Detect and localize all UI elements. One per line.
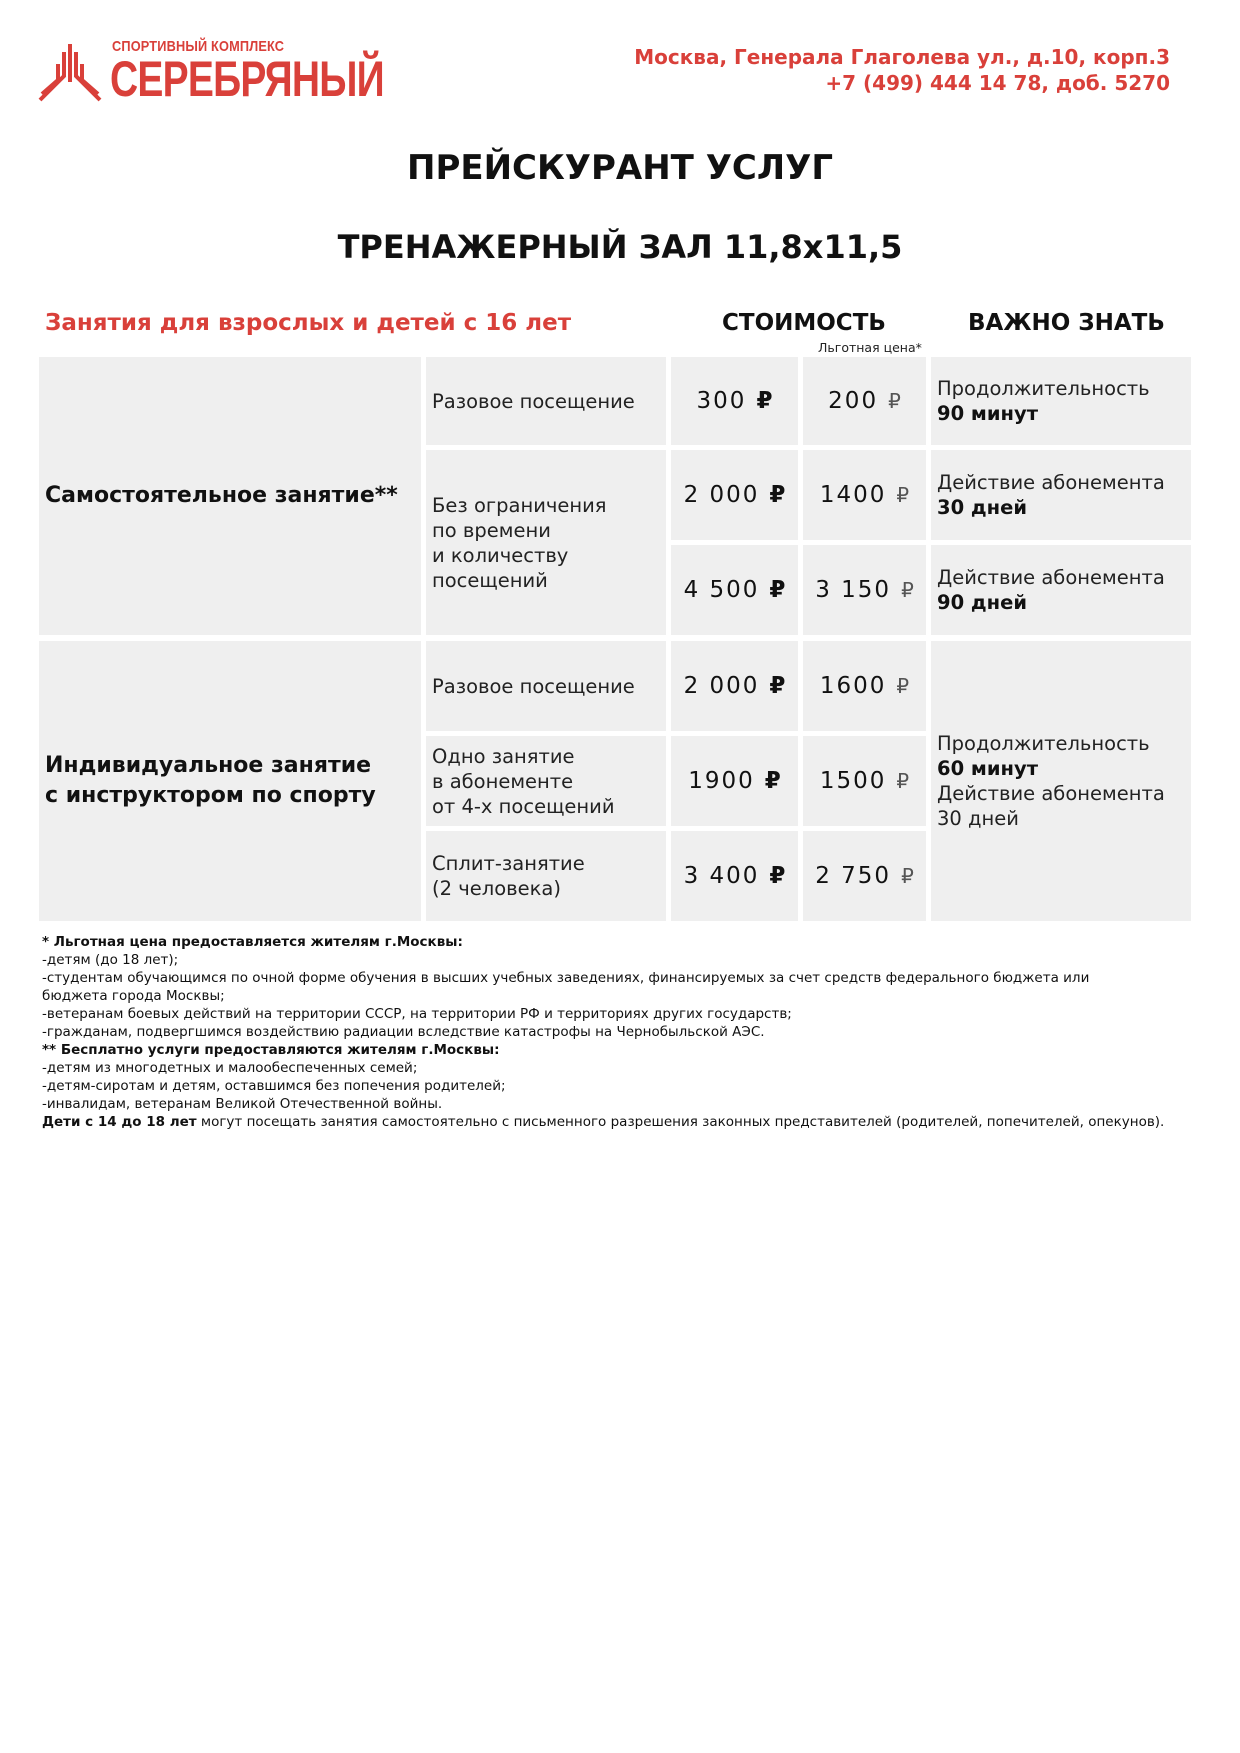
price-value: 2 000 <box>683 482 760 508</box>
footnote-line: -гражданам, подвергшимся воздействию радиации вследствие катастрофы на Чернобыльской АЭС. <box>42 1024 765 1040</box>
category-label: Индивидуальное занятие <box>45 753 372 778</box>
info-cell <box>931 641 1191 921</box>
category-cell <box>39 357 421 635</box>
logo-big-text: СЕРЕБРЯНЫЙ <box>110 51 384 107</box>
info-line: Действие абонемента <box>937 471 1165 494</box>
ruble-sign: ₽ <box>764 768 781 794</box>
page-title: ПРЕЙСКУРАНТ УСЛУГ <box>406 148 833 188</box>
info-line: 30 дней <box>937 807 1019 830</box>
footnote-line: бюджета города Москвы; <box>42 988 225 1004</box>
price-value: 2 000 <box>683 673 760 699</box>
category-cell <box>39 641 421 921</box>
phone: +7 (499) 444 14 78, доб. 5270 <box>825 71 1170 95</box>
info-value: 60 минут <box>937 757 1039 780</box>
service-line: Сплит-занятие <box>432 852 585 875</box>
service-line: по времени <box>432 518 551 542</box>
discount-price-cell <box>803 357 926 445</box>
info-value: 30 дней <box>937 496 1028 519</box>
cost-header: СТОИМОСТЬ <box>722 310 886 336</box>
footnote-line: -студентам обучающимся по очной форме обучения в высших учебных заведениях, финансируемых за счет средств федерального бюджета или <box>42 970 1090 986</box>
discount-price-cell <box>803 450 926 540</box>
contact-block <box>634 44 1170 96</box>
footnote-title: ** Бесплатно услуги предоставляются жителям г.Москвы: <box>42 1042 500 1058</box>
discount-price-cell <box>803 545 926 635</box>
info-cell <box>931 545 1191 635</box>
category-label: Самостоятельное занятие** <box>45 483 398 508</box>
service-cell <box>426 450 666 635</box>
discount-price-cell <box>803 831 926 921</box>
footnote-line: -детям (до 18 лет); <box>42 952 179 968</box>
price-value: 1900 <box>688 768 755 794</box>
service-line: (2 человека) <box>432 877 561 900</box>
footnote-title: * Льготная цена предоставляется жителям г.Москвы: <box>42 934 463 950</box>
footnotes <box>42 933 1202 1131</box>
service-cell <box>426 736 666 826</box>
price-value: 300 <box>696 388 747 414</box>
price-cell <box>671 641 798 731</box>
service-line: в абонементе <box>432 769 574 793</box>
discount-price-value: 2 750 <box>815 863 892 889</box>
info-line: Продолжительность <box>937 732 1150 755</box>
footnote-line: -инвалидам, ветеранам Великой Отечественной войны. <box>42 1096 443 1112</box>
discount-price-value: 1600 <box>819 673 887 699</box>
footnote-line <box>42 1113 1202 1131</box>
service-line: посещений <box>432 568 548 592</box>
service-label: Разовое посещение <box>432 389 635 413</box>
info-cell <box>931 357 1191 445</box>
discount-price-value: 1500 <box>819 768 887 794</box>
discount-price-value: 1400 <box>819 482 887 508</box>
info-value: 90 дней <box>937 591 1028 614</box>
service-label: Разовое посещение <box>432 674 635 698</box>
ruble-sign: ₽ <box>896 674 910 698</box>
footnote-bold: Дети с 14 до 18 лет <box>42 1114 197 1130</box>
info-value: 90 минут <box>937 402 1039 425</box>
price-cell <box>671 450 798 540</box>
price-value: 4 500 <box>683 577 760 603</box>
important-header: ВАЖНО ЗНАТЬ <box>968 310 1165 336</box>
info-line: Действие абонемента <box>937 566 1165 589</box>
ruble-sign: ₽ <box>769 577 786 603</box>
price-value: 3 400 <box>683 863 760 889</box>
page-subtitle: ТРЕНАЖЕРНЫЙ ЗАЛ 11,8х11,5 <box>337 228 903 266</box>
category-label: с инструктором по спорту <box>45 783 376 808</box>
ruble-sign: ₽ <box>769 863 786 889</box>
ruble-sign: ₽ <box>896 483 910 507</box>
footnote-line: -ветеранам боевых действий на территории СССР, на территории РФ и территориях других государств; <box>42 1006 792 1022</box>
ruble-sign: ₽ <box>888 389 901 413</box>
service-line: от 4-х посещений <box>432 794 615 818</box>
footnote-text: могут посещать занятия самостоятельно с письменного разрешения законных представителей (родителей, попечителей, опекунов). <box>196 1114 1165 1130</box>
service-line: и количеству <box>432 543 569 567</box>
address: Москва, Генерала Глаголева ул., д.10, корп.3 <box>634 45 1170 69</box>
discount-price-value: 200 <box>828 388 879 414</box>
service-line: Без ограничения <box>432 493 607 517</box>
price-cell <box>671 545 798 635</box>
info-line: Действие абонемента <box>937 782 1165 805</box>
footnote-line: -детям из многодетных и малообеспеченных семей; <box>42 1060 418 1076</box>
ruble-sign: ₽ <box>769 673 786 699</box>
group-heading: Занятия для взрослых и детей с 16 лет <box>45 310 572 336</box>
info-line: Продолжительность <box>937 377 1150 400</box>
service-line: Одно занятие <box>432 744 575 768</box>
service-cell <box>426 831 666 921</box>
ruble-sign: ₽ <box>756 388 773 414</box>
service-cell <box>426 641 666 731</box>
ruble-sign: ₽ <box>901 864 914 888</box>
price-cell <box>671 736 798 826</box>
price-cell <box>671 831 798 921</box>
info-cell <box>931 450 1191 540</box>
discount-note-header: Льготная цена* <box>818 340 922 355</box>
discount-price-cell <box>803 736 926 826</box>
logo-emblem-icon <box>38 42 102 104</box>
price-cell <box>671 357 798 445</box>
ruble-sign: ₽ <box>901 578 914 602</box>
ruble-sign: ₽ <box>896 769 910 793</box>
discount-price-cell <box>803 641 926 731</box>
ruble-sign: ₽ <box>769 482 786 508</box>
discount-price-value: 3 150 <box>815 577 892 603</box>
logo-small-text: СПОРТИВНЫЙ КОМПЛЕКС <box>112 38 285 55</box>
footnote-line: -детям-сиротам и детям, оставшимся без попечения родителей; <box>42 1078 506 1094</box>
service-cell <box>426 357 666 445</box>
logo <box>38 38 384 108</box>
